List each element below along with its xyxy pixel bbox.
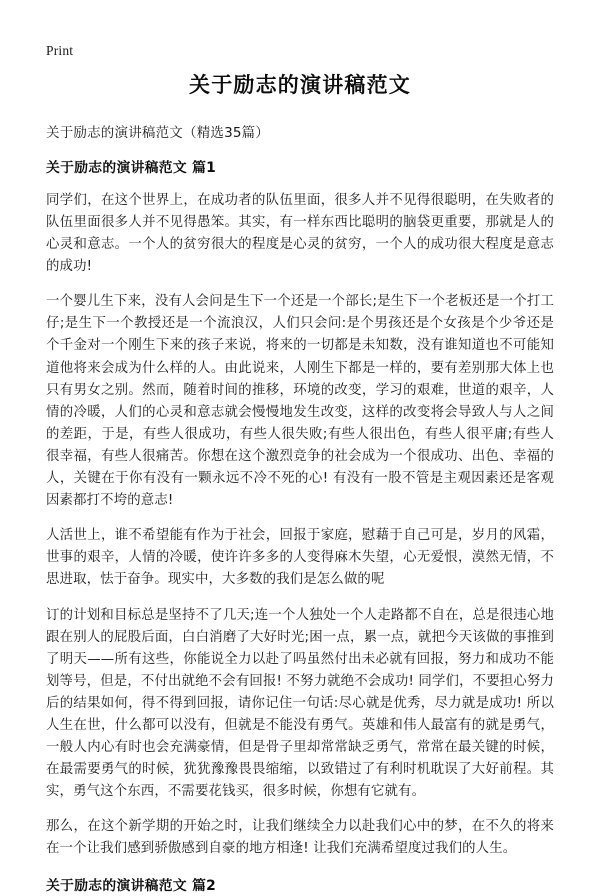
document-body <box>46 72 554 896</box>
page-title: 关于励志的演讲稿范文 <box>189 73 411 97</box>
paragraph-2: 一个婴儿生下来，没有人会问是生下一个还是一个部长;是生下一个老板还是一个打工仔;是生下一个教授还是一个流浪汉，人们只会问:是个男孩还是个女孩是个少爷还是个千金对一个刚生下来的孩子来说，将来的一切都是未知数，没有谁知道也不可能知道他将来会成为什么样的人。由此说来，人刚生下都是一样的，要有差别那大体上也只有男女之别。然而，随着时间的推移，环境的改变，学习的艰难，世道的艰辛，人情的冷暖，人们的心灵和意志就会慢慢地发生改变，这样的改变将会导致人与人之间的差距，于是，有些人很成功，有些人很失败;有些人很出色，有些人很平庸;有些人很幸福，有些人很痛苦。你想在这个激烈竞争的社会成为一个很成功、出色、幸福的人，关键在于你有没有一颗永远不冷不死的心! 有没有一股不管是主观因素还是客观因素都打不垮的意志! <box>46 294 554 509</box>
subtitle-spacer <box>46 144 554 158</box>
paragraph-1: 同学们，在这个世界上，在成功者的队伍里面，很多人并不见得很聪明，在失败者的队伍里面很多人并不见得愚笨。其实，有一样东西比聪明的脑袋更重要，那就是人的心灵和意志。一个人的贫穷很大的程度是心灵的贫穷，一个人的成功很大程度是意志的成功! <box>46 192 554 275</box>
section-heading-1: 关于励志的演讲稿范文 篇1 <box>46 160 217 177</box>
section-heading-2: 关于励志的演讲稿范文 篇2 <box>46 877 217 894</box>
title-spacer <box>46 99 554 123</box>
pre-heading-gap <box>46 861 554 876</box>
paragraph-5: 那么，在这个新学期的开始之时，让我们继续全力以赴我们心中的梦，在不久的将来在一个让我们感到骄傲感到自豪的地方相逢! 让我们充满希望度过我们的人生。 <box>46 819 554 857</box>
document-subtitle: 关于励志的演讲稿范文（精选35篇） <box>46 125 270 142</box>
print-button[interactable]: Print <box>46 43 74 58</box>
heading-gap <box>46 179 554 190</box>
paragraph-3: 人活世上，谁不希望能有作为于社会，回报于家庭，慰藉于自己可是，岁月的风霜，世事的艰辛，人情的冷暖，使许许多多的人变得麻木失望，心无爱恨，漠然无情，不思进取，怯于奋争。现实中，大多数的我们是怎么做的呢 <box>46 528 554 588</box>
paragraph-4: 订的计划和目标总是坚持不了几天;连一个人独处一个人走路都不自在，总是很违心地跟在别人的屁股后面，白白消磨了大好时光;困一点，累一点，就把今天该做的事推到了明天——所有这些，你能说全力以赴了吗虽然付出未必就有回报，努力和成功不能划等号，但是，不付出就绝不会有回报! 不努力就绝不会成功! 同学们，不要担心努力后的结果如何，得不得到回报，请你记住一句话:尽心就是优秀，尽力就是成功! 所以人生在世，什么都可以没有，但就是不能没有勇气。英雄和伟人最富有的就是勇气，一般人内心有时也会充满豪情，但是骨子里却常常缺乏勇气，常常在最关键的时候，在最需要勇气的时候，犹犹豫豫畏畏缩缩，以致错过了有利时机耽误了大好前程。其实，勇气这个东西，不需要花钱买，很多时候，你想有它就有。 <box>46 607 554 800</box>
